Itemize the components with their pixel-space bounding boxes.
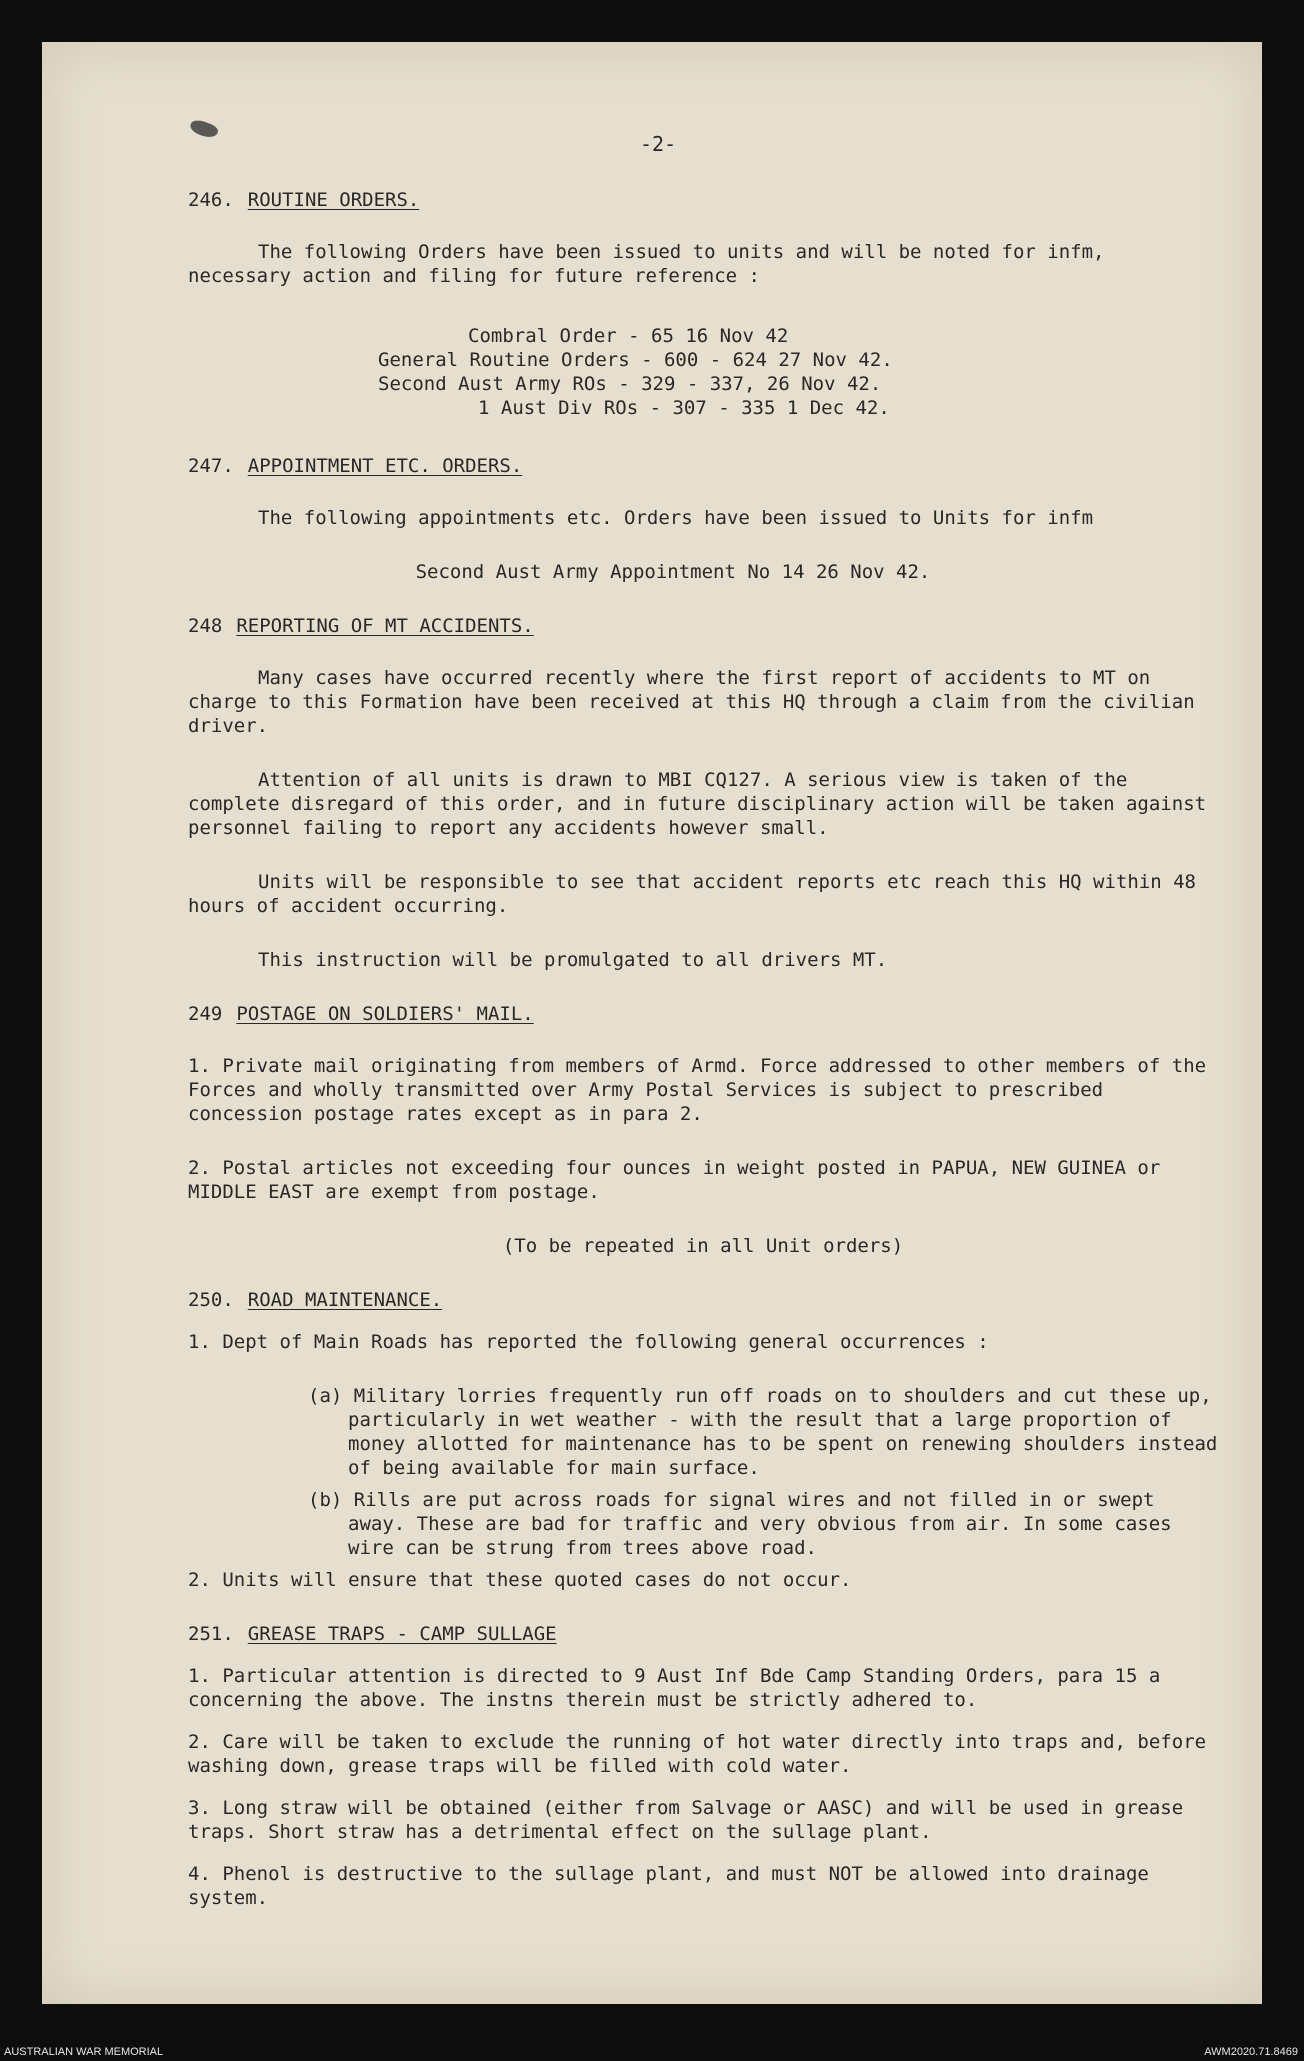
numbered-item: 4. Phenol is destructive to the sullage plant, and must NOT be allowed into drainage system. [188,1863,1149,1909]
numbered-item: 2. Units will ensure that these quoted cases do not occur. [188,1569,852,1591]
orders-list [188,324,1218,420]
section-heading [188,1002,1218,1026]
sub-item: (a) Military lorries frequently run off roads on to shoulders and cut these up, particularly in wet weather - with the result that a large proportion of money allotted for maintenance has to be spent on renewing shoulders instead of being available for main surface. [308,1385,1218,1479]
sub-item: (b) Rills are put across roads for signal wires and not filled in or swept away. These are bad for traffic and very obvious from air. In some cases wire can be strung from trees above road. [308,1489,1172,1559]
order-line: Second Aust Army ROs - 329 - 337, 26 Nov 42. [378,373,882,395]
repeat-note: (To be repeated in all Unit orders) [502,1235,904,1257]
order-line: 1 Aust Div ROs - 307 - 335 1 Dec 42. [478,397,890,419]
appointment-line: Second Aust Army Appointment No 14 26 Nov 42. [415,561,931,583]
section-title: POSTAGE ON SOLDIERS' MAIL. [236,1003,534,1025]
numbered-item: 2. Postal articles not exceeding four ounces in weight posted in PAPUA, NEW GUINEA or MIDDLE EAST are exempt from postage. [188,1157,1161,1203]
numbered-item: 1. Particular attention is directed to 9 Aust Inf Bde Camp Standing Orders, para 15 a concerning the above. The instns therein must be strictly adhered to. [188,1665,1161,1711]
section-251 [188,1622,1218,1910]
section-intro: The following appointments etc. Orders have been issued to Units for infm [258,507,1094,529]
section-title: ROAD MAINTENANCE. [247,1289,443,1311]
section-number: 249 [188,1003,223,1025]
section-number: 247. [188,455,234,477]
section-heading [188,454,1218,478]
section-title: REPORTING OF MT ACCIDENTS. [236,615,534,637]
section-heading [188,188,1218,212]
footer-credit: AUSTRALIAN WAR MEMORIAL [4,2046,164,2058]
section-249 [188,1002,1218,1258]
paragraph: Attention of all units is drawn to MBI CQ127. A serious view is taken of the complete disregard of this order, and in future disciplinary action will be taken against personnel failing to report any accidents however small. [188,769,1207,839]
section-247 [188,454,1218,584]
section-title: GREASE TRAPS - CAMP SULLAGE [247,1623,557,1645]
section-title: APPOINTMENT ETC. ORDERS. [247,455,523,477]
section-heading [188,614,1218,638]
section-title: ROUTINE ORDERS. [247,189,420,211]
section-intro: The following Orders have been issued to units and will be noted for infm, necessary action and filing for future reference : [188,241,1105,287]
paragraph: Units will be responsible to see that accident reports etc reach this HQ within 48 hours of accident occurring. [188,871,1196,917]
page-number: -2- [640,132,677,156]
section-number: 251. [188,1623,234,1645]
section-heading [188,1622,1218,1646]
order-line: General Routine Orders - 600 - 624 27 Nov 42. [378,349,893,371]
section-heading [188,1288,1218,1312]
numbered-item: 3. Long straw will be obtained (either from Salvage or AASC) and will be used in grease traps. Short straw has a detrimental effect on the sullage plant. [188,1797,1184,1843]
section-246 [188,188,1218,420]
section-number: 250. [188,1289,234,1311]
footer-accession-number: AWM2020.71.8469 [1204,2046,1298,2058]
section-250 [188,1288,1218,1592]
section-number: 246. [188,189,234,211]
section-248 [188,614,1218,972]
document-body [188,188,1218,1928]
paragraph: This instruction will be promulgated to all drivers MT. [258,949,888,971]
numbered-item: 2. Care will be taken to exclude the running of hot water directly into traps and, before washing down, grease traps will be filled with cold water. [188,1731,1207,1777]
section-number: 248 [188,615,223,637]
paragraph: Many cases have occurred recently where the first report of accidents to MT on charge to this Formation have been received at this HQ through a claim from the civilian driver. [188,667,1195,737]
order-line: Combral Order - 65 16 Nov 42 [468,325,789,347]
numbered-item: 1. Dept of Main Roads has reported the following general occurrences : [188,1331,989,1353]
numbered-item: 1. Private mail originating from members of Armd. Force addressed to other members of the Forces and wholly transmitted over Army Postal Services is subject to prescribed concession postage rates except as in para 2. [188,1055,1207,1125]
